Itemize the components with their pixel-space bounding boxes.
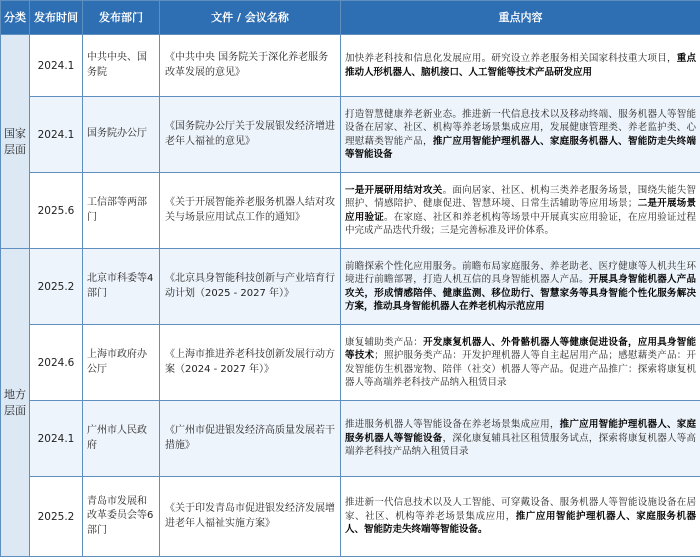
row-content [341,97,700,173]
row-date: 2024.6 [30,325,83,401]
table-row [1,173,700,249]
content-text: 推进服务机器人等智能设备在养老场景集成应用， [345,419,560,430]
content-text: ，深化康复辅具社区租赁服务试点，探索将康复机器人等高端养老科技产品纳入租赁目录 [345,433,696,457]
row-department: 广州市人民政府 [83,401,160,477]
row-department: 上海市政府办公厅 [83,325,160,401]
row-document: 《北京具身智能科技创新与产业培育行动计划（2025 - 2027 年）》 [160,249,341,325]
highlight-text: 推广应用智能护理机器人、家庭服务机器人等智能设备 [345,419,696,443]
header-department: 发布部门 [83,1,160,35]
row-department: 北京市科委等4部门 [83,249,160,325]
row-date: 2025.2 [30,477,83,557]
highlight-text: 推广应用智能护理机器人、家庭服务机器人、智能防走失终端等智能设备。 [345,511,696,535]
table-row [1,35,700,97]
table-row [1,97,700,173]
row-content [341,249,700,325]
row-date: 2025.6 [30,173,83,249]
table-row [1,477,700,557]
content-text: 加快养老科技和信息化发展应用。研究设立养老服务相关国家科技重大项目， [345,53,677,64]
row-document: 《上海市推进养老科技创新发展行动方案（2024 - 2027 年）》 [160,325,341,401]
highlight-text: 开发康复机器人、外骨骼机器人等健康促进设备，应用具身智能等技术 [345,337,696,361]
row-document: 《关于开展智能养老服务机器人结对攻关与场景应用试点工作的通知》 [160,173,341,249]
highlight-text: 重点推动人形机器人、脑机接口、人工智能等技术产品研发应用 [345,53,696,77]
content-text: 前瞻探索个性化应用服务。前瞻布局家庭服务、养老助老、医疗健康等人机共生环境进行前瞻部署，打造人机互信的具身智能机器人产品。 [345,261,696,285]
row-department: 中共中央、国务院 [83,35,160,97]
row-content [341,325,700,401]
header-date: 发布时间 [30,1,83,35]
row-department: 青岛市发展和改革委员会等6部门 [83,477,160,557]
header-key-content: 重点内容 [341,1,700,35]
row-content [341,173,700,249]
content-text: 推进新一代信息技术以及人工智能、可穿戴设备、服务机器人等智能设施设备在居家、社区、机构等养老场景集成应用， [345,497,696,521]
table-row [1,249,700,325]
row-date: 2025.2 [30,249,83,325]
row-date: 2024.1 [30,401,83,477]
category-local: 地方层面 [1,249,30,557]
row-content [341,477,700,557]
row-department: 工信部等两部门 [83,173,160,249]
content-text: 康复辅助类产品： [345,337,423,348]
category-national: 国家层面 [1,35,30,249]
content-text: ；照护服务类产品：开发护理机器人等自主起居用产品；感慰藉类产品：开发智能仿生机器宠物、陪伴（社交）机器人等产品。促进产品推广：探索将康复机器人等高端养老科技产品纳入租赁目录 [345,350,696,388]
header-document: 文件 / 会议名称 [160,1,341,35]
highlight-text: 二是开展场景应用验证 [345,198,696,222]
row-document: 《中共中央 国务院关于深化养老服务改革发展的意见》 [160,35,341,97]
row-department: 国务院办公厅 [83,97,160,173]
highlight-text: 一是开展研用结对攻关 [345,185,443,196]
header-category: 分类 [1,1,30,35]
content-text: 。在家庭、社区和养老机构等场景中开展真实应用验证，在应用验证过程中完成产品迭代升级；三是完善标准及评价体系。 [345,212,696,236]
row-date: 2024.1 [30,97,83,173]
row-document: 《广州市促进银发经济高质量发展若干措施》 [160,401,341,477]
row-date: 2024.1 [30,35,83,97]
row-document: 《关于印发青岛市促进银发经济发展增进老年人福祉实施方案》 [160,477,341,557]
highlight-text: 开展具身智能机器人产品攻关，形成情感陪伴、健康监测、移位助行、智慧家务等具身智能个性化服务解决方案，推动具身智能机器人在养老机构示范应用 [345,274,696,312]
header-row [1,1,700,35]
highlight-text: 推广应用智能护理机器人、家庭服务机器人、智能防走失终端等智能设备 [345,136,696,160]
row-content [341,35,700,97]
table-row [1,325,700,401]
row-content [341,401,700,477]
table-row [1,401,700,477]
content-text: 打造智慧健康养老新业态。推进新一代信息技术以及移动终端、服务机器人等智能设备在居家、社区、机构等养老场景集成应用，发展健康管理类、养老监护类、心理慰藉类智能产品， [345,109,696,147]
content-text: 。面向居家、社区、机构三类养老服务场景，围绕失能失智照护、情感陪护、健康促进、智慧环境、日常生活辅助等应用场景； [345,185,696,209]
row-document: 《国务院办公厅关于发展银发经济增进老年人福祉的意见》 [160,97,341,173]
